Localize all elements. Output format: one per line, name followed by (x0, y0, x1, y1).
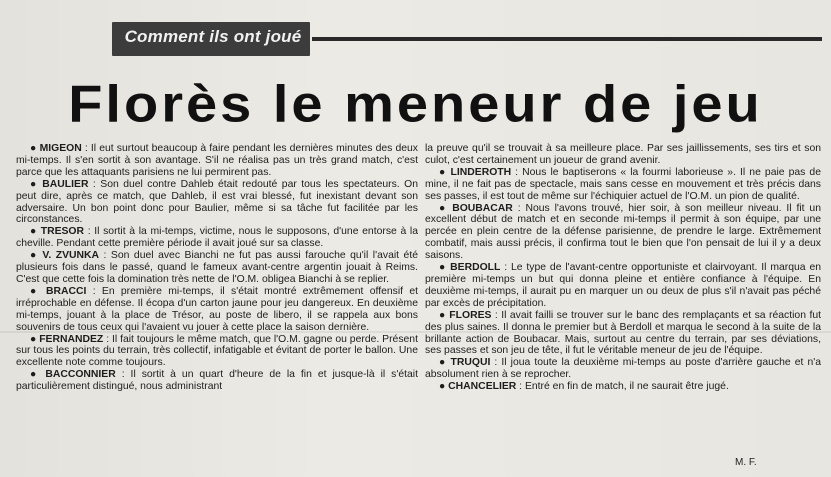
player-rating-paragraph (425, 203, 821, 263)
player-rating-paragraph (16, 226, 418, 250)
player-rating-text: : Nous le baptiserons « la fourmi laborieuse ». Il ne paie pas de mine, il ne fait pas de spectacle, mais sans cesse en mouvement et très précis dans ses passes, il est tout de même sur l'échiquier actuel de l'O.M. un pion de qualité. (425, 166, 821, 202)
author-signature: M. F. (735, 457, 757, 468)
bullet-icon: ● (439, 381, 449, 393)
player-rating-text: : Son duel avec Bianchi ne fut pas aussi farouche qu'il l'avait été plusieurs fois dans le passé, quand le fameux avant-centre argentin jouait à Reims. C'est que cette fois la domination très nette de l'O.M. obligea Bianchi à se replier. (16, 250, 418, 285)
right-column (425, 143, 821, 393)
player-rating-text: : Il fait toujours le même match, que l'O.M. gagne ou perde. Présent sur tous les points du terrain, très collectif, infatigable et évitant de porter le ballon. Une excellente note comme toujours. (16, 333, 418, 369)
player-rating-paragraph (425, 167, 821, 203)
player-rating-text: : Il eut surtout beaucoup à faire pendant les dernières minutes des deux mi-temps. Il s'en sortit à son avantage. S'il ne réalisa pas un très grand match, c'est parce que les attaquants parisiens ne lui permirent pas. (16, 143, 418, 178)
bullet-icon: ● (439, 202, 453, 214)
player-name: TRUQUI (450, 357, 491, 369)
player-name: LINDEROTH (450, 166, 512, 178)
player-rating-paragraph (425, 143, 821, 167)
player-rating-paragraph (16, 143, 418, 179)
player-rating-text: : Le type de l'avant-centre opportuniste et clairvoyant. Il marqua en première mi-temps un but qui donna pleine et entière confiance à l'équipe. En deuxième mi-temps, il aurait pu en marquer un ou deux de plus s'il n'avait pas péché par excès de précipitation. (425, 262, 821, 309)
player-name: BACCONNIER (45, 369, 116, 381)
player-name: CHANCELIER (448, 381, 517, 393)
player-rating-text: : Son duel contre Dahleb était redouté par tous les spectateurs. On peut dire, après ce match, que Dahleb, il est vrai blessé, fut inexistant devant son adversaire. Un bon point donc pour Baulier, même si sa tâche fut facilitée par les circonstances. (16, 178, 418, 226)
left-column (16, 143, 418, 393)
player-rating-paragraph (16, 286, 418, 334)
headline: Florès le meneur de jeu (68, 74, 763, 133)
player-rating-paragraph (425, 357, 821, 381)
player-name: BAULIER (42, 178, 89, 190)
bullet-icon: ● (30, 178, 43, 190)
player-rating-paragraph (425, 310, 821, 358)
player-name: BOUBACAR (452, 202, 513, 214)
player-rating-text: : Il avait failli se trouver sur le banc des remplaçants et sa réaction fut des plus saines. Il donna le premier but à Berdoll et marqua le second à la suite de la brillante action de Boubacar. Mais, surtout au centre du terrain, par ses déviations, ses passes et son jeu de tête, il fut le véritable meneur de jeu de l'équipe. (425, 309, 821, 357)
bullet-icon: ● (30, 250, 43, 262)
player-rating-text: : Il joua toute la deuxième mi-temps au poste d'arrière gauche et n'a absolument rien à se reprocher. (425, 357, 821, 381)
player-rating-paragraph (16, 179, 418, 227)
player-rating-text: la preuve qu'il se trouvait à sa meilleure place. Par ses jaillissements, ses tirs et son culot, c'est certainement un joueur de grand avenir. (425, 143, 821, 166)
player-rating-text: : Il sortit à un quart d'heure de la fin et jusque-là il s'était particulièrement distingué, nous administrant (16, 369, 418, 393)
bullet-icon: ● (439, 166, 451, 178)
player-rating-text: : En première mi-temps, il s'était montré extrêmement offensif et irréprochable en défense. Il écopa d'un carton jaune pour jeu dangereux. En deuxième mi-temps, jouant à la place de Trésor, au poste de libero, il se rappela aux bons souvenirs de tous ceux qui l'avaient vu jouer à cette place la saison dernière. (16, 285, 418, 333)
player-name: MIGEON (39, 143, 82, 154)
bullet-icon: ● (30, 143, 40, 154)
player-rating-text: : Entré en fin de match, il ne saurait être jugé. (516, 381, 729, 393)
player-rating-paragraph (16, 334, 418, 370)
player-name: BRACCI (46, 285, 87, 297)
player-name: TRESOR (40, 226, 85, 238)
bullet-icon: ● (439, 357, 451, 369)
player-name: V. ZVUNKA (42, 250, 100, 262)
bullet-icon: ● (439, 309, 450, 321)
player-name: FERNANDEZ (39, 333, 104, 345)
bullet-icon: ● (30, 369, 46, 381)
header-rule (312, 37, 822, 41)
player-rating-text: : Il sortit à la mi-temps, victime, nous le supposons, d'une entorse à la cheville. Pendant cette première période il avait joué sur sa classe. (16, 226, 418, 250)
player-name: BERDOLL (450, 262, 501, 274)
bullet-icon: ● (30, 285, 46, 297)
player-rating-paragraph (425, 381, 821, 393)
bullet-icon: ● (30, 226, 41, 238)
player-rating-text: : Nous l'avons trouvé, hier soir, à son meilleur niveau. Il fit un excellent début de match et en seconde mi-temps il permit à son équipe, par une percée en plein centre de la défense parisienne, de prendre le large. Extrêmement combatif, mais aussi précis, il confirma tout le bien que l'on pensait de lui il y a deux saisons. (425, 202, 821, 262)
player-rating-paragraph (425, 262, 821, 310)
player-rating-paragraph (16, 250, 418, 286)
section-label: Comment ils ont joué (124, 27, 302, 46)
player-rating-paragraph (16, 369, 418, 393)
bullet-icon: ● (439, 262, 451, 274)
player-name: FLORES (449, 309, 492, 321)
bullet-icon: ● (30, 333, 40, 345)
